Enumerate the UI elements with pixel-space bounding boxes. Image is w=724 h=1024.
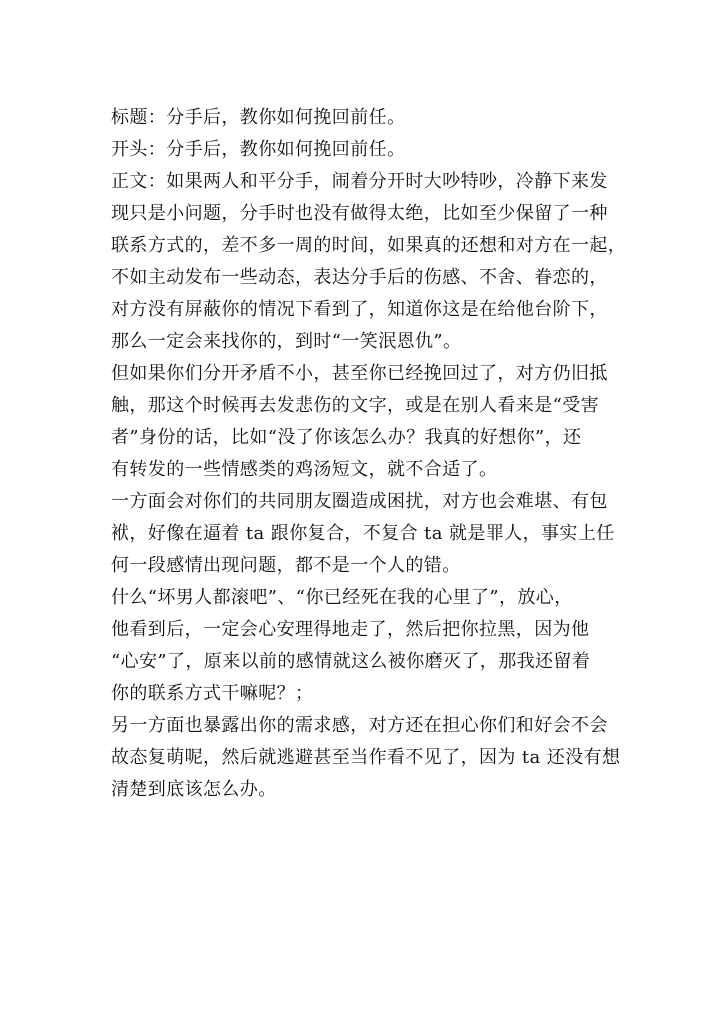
body-line: 正文：如果两人和平分手，闹着分开时大吵特吵，冷静下来发 [111, 171, 608, 192]
body-line: 联系方式的，差不多一周的时间，如果真的还想和对方在一起， [111, 235, 627, 256]
body-line: 袱，好像在逼着 ta 跟你复合，不复合 ta 就是罪人，事实上任 [111, 523, 615, 544]
body-line: 对方没有屏蔽你的情况下看到了，知道你这是在给他台阶下， [111, 299, 608, 320]
body-line: 他看到后，一定会心安理得地走了，然后把你拉黑，因为他 [111, 619, 590, 640]
title-line: 标题：分手后，教你如何挽回前任。 [111, 107, 406, 128]
body-line: 不如主动发布一些动态，表达分手后的伤感、不舍、眷恋的， [111, 267, 608, 288]
body-line: 一方面会对你们的共同朋友圈造成困扰，对方也会难堪、有包 [111, 491, 608, 512]
body-line: 现只是小问题，分手时也没有做得太绝，比如至少保留了一种 [111, 203, 608, 224]
body-line: 但如果你们分开矛盾不小，甚至你已经挽回过了，对方仍旧抵 [111, 363, 608, 384]
body-line: 什么“坏男人都滚吧”、“你已经死在我的心里了”，放心， [111, 587, 573, 608]
body-line: 何一段感情出现问题，都不是一个人的错。 [111, 555, 461, 576]
opening-line: 开头：分手后，教你如何挽回前任。 [111, 139, 406, 160]
body-line: 你的联系方式干嘛呢？； [111, 683, 314, 704]
body-line: 触，那这个时候再去发悲伤的文字，或是在别人看来是“受害 [111, 395, 599, 416]
body-line: 清楚到底该怎么办。 [111, 779, 277, 800]
body-line: 有转发的一些情感类的鸡汤短文，就不合适了。 [111, 459, 498, 480]
body-line: “心安”了，原来以前的感情就这么被你磨灭了，那我还留着 [111, 651, 591, 672]
body-line: 那么一定会来找你的，到时“一笑泯恩仇”。 [111, 331, 462, 352]
body-line: 故态复萌呢，然后就逃避甚至当作看不见了，因为 ta 还没有想 [111, 747, 621, 768]
body-line: 者”身份的话，比如“没了你该怎么办？我真的好想你”，还 [111, 427, 582, 448]
document-body [111, 102, 631, 806]
body-line: 另一方面也暴露出你的需求感，对方还在担心你们和好会不会 [111, 715, 608, 736]
